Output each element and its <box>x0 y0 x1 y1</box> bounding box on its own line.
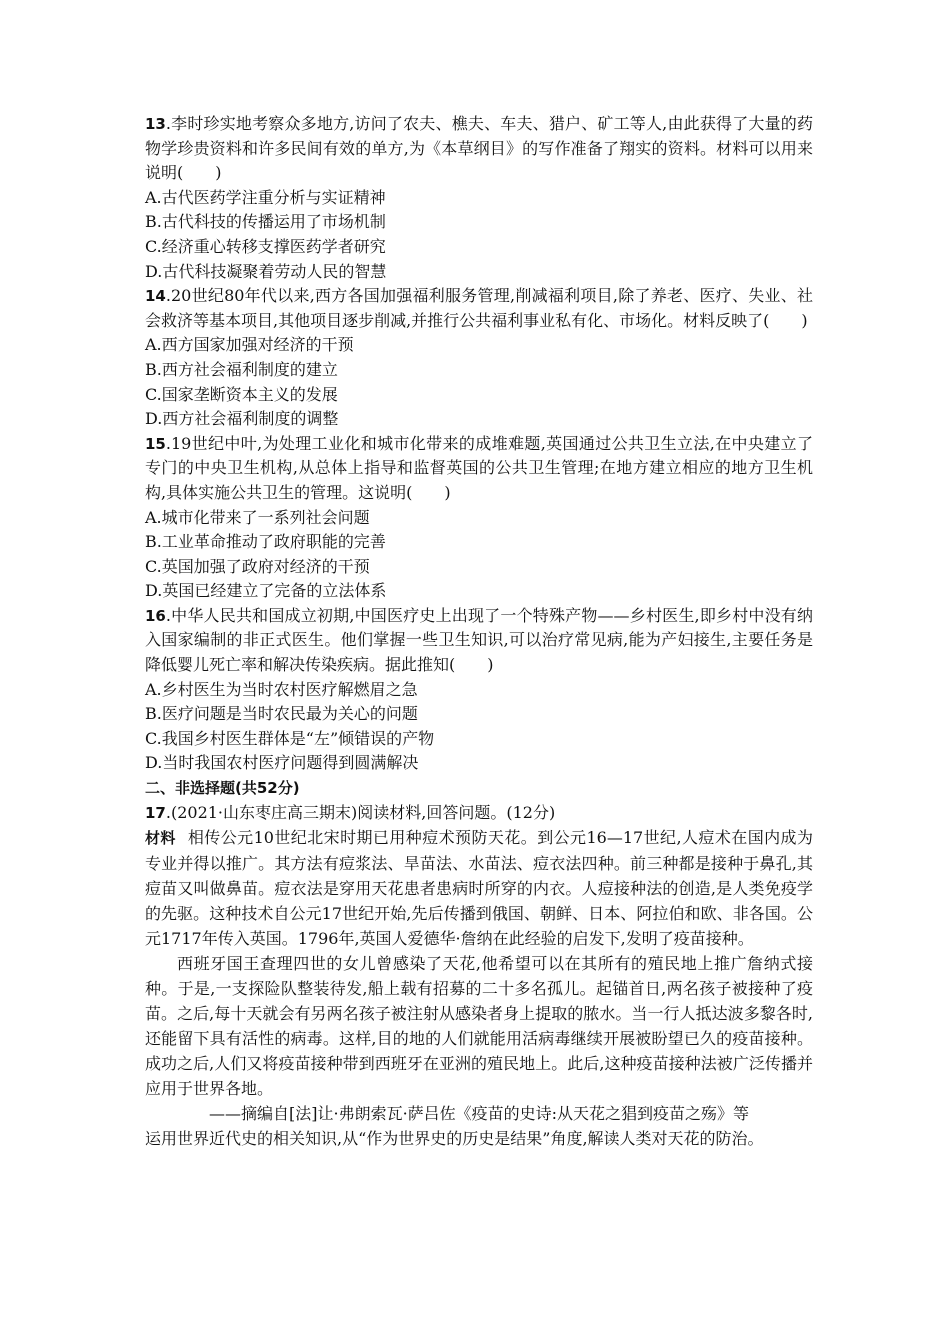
question-number: 13 <box>145 115 166 133</box>
question-stem <box>145 604 813 678</box>
question-17 <box>145 801 813 1152</box>
option-b[interactable]: B.工业革命推动了政府职能的完善 <box>145 532 386 552</box>
material-label: 材料 <box>145 829 176 848</box>
question-text: .李时珍实地考察众多地方,访问了农夫、樵夫、车夫、猎户、矿工等人,由此获得了大量的药物学珍贵资料和许多民间有效的单方,为《本草纲目》的写作准备了翔实的资料。材料可以用来说明( ) <box>145 114 813 183</box>
option-b[interactable]: B.西方社会福利制度的建立 <box>145 359 338 379</box>
material-source: ——摘编自[法]让·弗朗索瓦·萨吕佐《疫苗的史诗:从天花之猖到疫苗之殇》等 <box>209 1104 750 1124</box>
question-16 <box>145 604 813 776</box>
question-14 <box>145 284 813 432</box>
option-a[interactable]: A.乡村医生为当时农村医疗解燃眉之急 <box>145 679 418 699</box>
option-b[interactable]: B.古代科技的传播运用了市场机制 <box>145 212 386 232</box>
option-a[interactable]: A.西方国家加强对经济的干预 <box>145 335 354 355</box>
section-heading: 二、非选择题(共52分) <box>145 779 300 798</box>
material-paragraph-2: 西班牙国王查理四世的女儿曾感染了天花,他希望可以在其所有的殖民地上推广詹纳式接种。于是,一支探险队整装待发,船上载有招募的二十多名孤儿。起锚首日,两名孩子被接种了疫苗。之后,每十天就会有另两名孩子被注射从感染者身上提取的脓水。当一行人抵达波多黎各时,还能留下具有活性的病毒。这样,目的地的人们就能用活病毒继续开展被盼望已久的疫苗接种。成功之后,人们又将疫苗接种带到西班牙在亚洲的殖民地上。此后,这种疫苗接种法被广泛传播并应用于世界各地。 <box>145 954 813 1099</box>
option-b[interactable]: B.医疗问题是当时农民最为关心的问题 <box>145 704 418 724</box>
option-a[interactable]: A.古代医药学注重分析与实证精神 <box>145 187 386 207</box>
question-number: 14 <box>145 287 166 306</box>
material-text: 相传公元10世纪北宋时期已用种痘术预防天花。到公元16—17世纪,人痘术在国内成为专业并得以推广。其方法有痘浆法、旱苗法、水苗法、痘衣法四种。前三种都是接种于鼻孔,其痘苗又叫做鼻苗。痘衣法是穿用天花患者患病时所穿的内衣。人痘接种法的创造,是人类免疫学的先驱。这种技术自公元17世纪开始,先后传播到俄国、朝鲜、日本、阿拉伯和欧、非各国。公元1717年传入英国。1796年,英国人爱德华·詹纳在此经验的启发下,发明了疫苗接种。 <box>145 828 813 949</box>
question-stem <box>145 432 813 506</box>
material-paragraph-1 <box>145 825 813 951</box>
question-stem <box>145 112 813 186</box>
question-stem <box>145 284 813 333</box>
option-c[interactable]: C.经济重心转移支撑医药学者研究 <box>145 236 386 256</box>
question-stem <box>145 801 813 826</box>
exam-page <box>145 112 813 1151</box>
question-text: .中华人民共和国成立初期,中国医疗史上出现了一个特殊产物——乡村医生,即乡村中没有纳入国家编制的非正式医生。他们掌握一些卫生知识,可以治疗常见病,能为产妇接生,主要任务是降低婴儿死亡率和解决传染疾病。据此推知( ) <box>145 605 813 675</box>
question-13 <box>145 112 813 284</box>
option-d[interactable]: D.当时我国农村医疗问题得到圆满解决 <box>145 753 419 773</box>
question-task: 运用世界近代史的相关知识,从“作为世界史的历史是结果”角度,解读人类对天花的防治。 <box>145 1129 764 1149</box>
question-number: 17 <box>145 803 166 822</box>
option-a[interactable]: A.城市化带来了一系列社会问题 <box>145 507 370 527</box>
option-c[interactable]: C.我国乡村医生群体是“左”倾错误的产物 <box>145 728 435 748</box>
question-number: 15 <box>145 434 166 453</box>
question-number: 16 <box>145 606 166 625</box>
question-text: .19世纪中叶,为处理工业化和城市化带来的成堆难题,英国通过公共卫生立法,在中央建立了专门的中央卫生机构,从总体上指导和监督英国的公共卫生管理;在地方建立相应的地方卫生机构,具体实施公共卫生的管理。这说明( ) <box>145 433 813 502</box>
option-d[interactable]: D.英国已经建立了完备的立法体系 <box>145 581 387 601</box>
option-d[interactable]: D.古代科技凝聚着劳动人民的智慧 <box>145 261 387 281</box>
question-text: .20世纪80年代以来,西方各国加强福利服务管理,削减福利项目,除了养老、医疗、失业、社会救济等基本项目,其他项目逐步削减,并推行公共福利事业私有化、市场化。材料反映了( ) <box>145 286 813 330</box>
question-text: .(2021·山东枣庄高三期末)阅读材料,回答问题。(12分) <box>165 802 556 822</box>
option-c[interactable]: C.国家垄断资本主义的发展 <box>145 384 338 404</box>
option-c[interactable]: C.英国加强了政府对经济的干预 <box>145 556 370 576</box>
option-d[interactable]: D.西方社会福利制度的调整 <box>145 409 339 429</box>
question-15 <box>145 432 813 604</box>
